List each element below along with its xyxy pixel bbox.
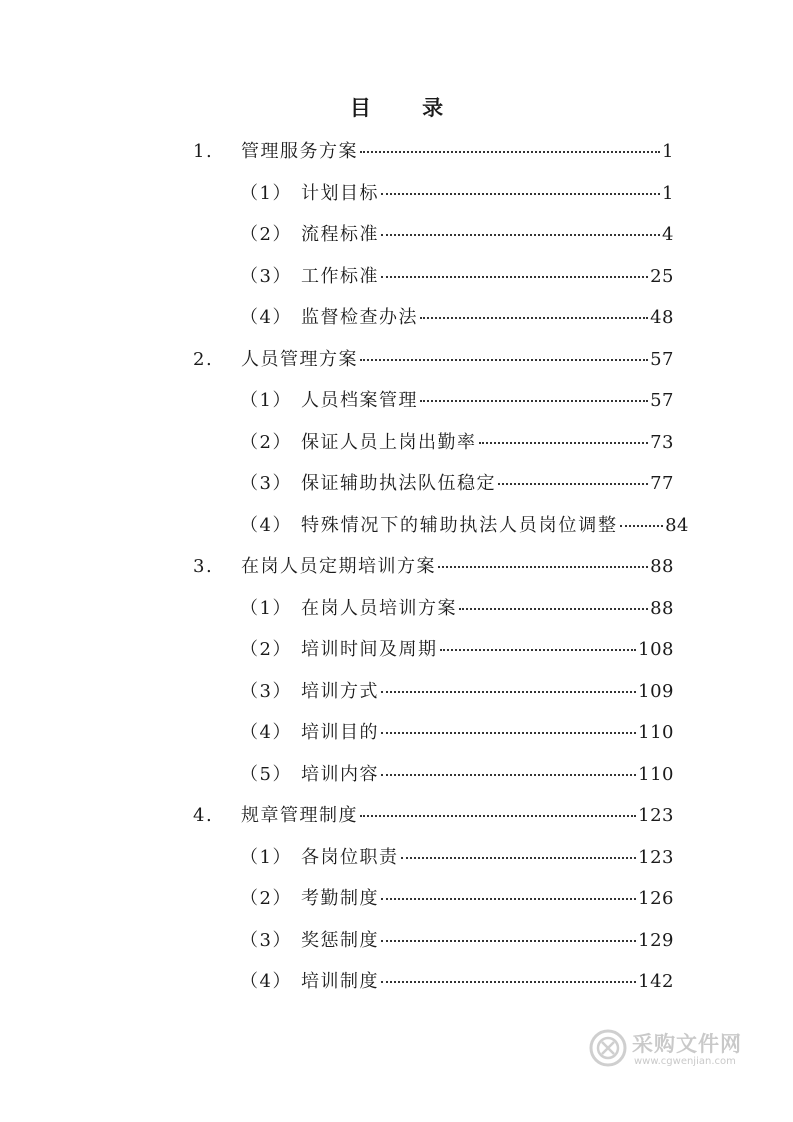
toc-entry-title: 监督检查办法 (301, 307, 418, 328)
toc-entry-title: 培训目的 (301, 722, 379, 743)
toc-entry-leader (360, 151, 660, 153)
toc-entry-title: 工作标准 (301, 265, 379, 287)
toc-entry-title: 规章管理制度 (241, 805, 358, 826)
toc-entry-leader (360, 359, 648, 361)
toc-entry-number: （2） (240, 639, 292, 660)
watermark-url: www.cgwenjian.com (634, 1056, 736, 1067)
toc-entry-number: （3） (240, 473, 292, 494)
toc-entry-line (301, 755, 674, 795)
toc-entry-line (301, 713, 674, 753)
toc-entry-title: 保证人员上岗出勤率 (301, 431, 477, 453)
toc-entry-leader (381, 193, 660, 195)
toc-entry-leader (381, 774, 636, 776)
toc-entry-leader (479, 442, 649, 444)
toc-entry-number: （2） (240, 224, 292, 245)
toc-entry-line (301, 589, 674, 629)
toc-entry-title: 培训内容 (301, 763, 379, 785)
toc-entry-title: 在岗人员培训方案 (301, 597, 457, 619)
toc-entry-number: （4） (240, 307, 292, 328)
toc-entry[interactable] (0, 630, 793, 670)
toc-entry-title: 特殊情况下的辅助执法人员岗位调整 (301, 514, 618, 536)
toc-entry-page: 110 (638, 722, 674, 743)
toc-entry-line (241, 340, 674, 380)
toc-entry-number: （4） (240, 722, 292, 743)
toc-entry-line (301, 174, 674, 214)
toc-entry-page: 48 (650, 307, 674, 328)
toc-entry[interactable] (0, 174, 793, 214)
toc-entry[interactable] (0, 879, 793, 919)
watermark-logo-icon (588, 1028, 628, 1068)
toc-entry-line (301, 423, 674, 463)
toc-entry-page: 57 (650, 390, 674, 411)
toc-entry-line (301, 962, 674, 1002)
toc-entry-number: （2） (240, 888, 292, 909)
toc-entry-leader (498, 483, 648, 485)
toc-entry-line (301, 506, 689, 546)
toc-entry[interactable] (0, 796, 793, 836)
toc-entry-number: 2. (193, 348, 214, 370)
toc-entry[interactable] (0, 215, 793, 255)
toc-entry-page: 4 (662, 224, 674, 245)
toc-entry-page: 129 (638, 929, 674, 951)
toc-entry-page: 109 (638, 680, 674, 702)
toc-entry-title: 在岗人员定期培训方案 (241, 556, 436, 577)
toc-entry-page: 57 (650, 348, 674, 370)
toc-entry-line (301, 381, 674, 421)
toc-entry[interactable] (0, 755, 793, 795)
toc-entry-leader (420, 400, 648, 402)
toc-entry-leader (438, 566, 648, 568)
toc-entry[interactable] (0, 713, 793, 753)
toc-entry-leader (381, 691, 636, 693)
toc-entry-title: 保证辅助执法队伍稳定 (301, 473, 496, 494)
toc-entry[interactable] (0, 381, 793, 421)
toc-entry-number: （3） (240, 929, 292, 951)
toc-entry[interactable] (0, 506, 793, 546)
toc-entry-number: （1） (240, 846, 292, 868)
toc-entry-number: （1） (240, 597, 292, 619)
toc-entry[interactable] (0, 921, 793, 961)
toc-entry-title: 管理服务方案 (241, 141, 358, 162)
toc-entry-page: 25 (650, 265, 674, 287)
toc-entry-leader (459, 608, 648, 610)
toc-entry-line (301, 921, 674, 961)
toc-entry-title: 奖惩制度 (301, 929, 379, 951)
toc-entry-page: 142 (638, 971, 674, 992)
toc-entry[interactable] (0, 132, 793, 172)
toc-entry-number: （2） (240, 431, 292, 453)
toc-entry-page: 88 (650, 556, 674, 577)
toc-entry-leader (381, 898, 636, 900)
toc-title: 目 录 (349, 96, 466, 120)
toc-entry-title: 培训制度 (301, 971, 379, 992)
toc-entry-leader (381, 732, 636, 734)
toc-entry-leader (620, 525, 663, 527)
toc-entry-title: 各岗位职责 (301, 846, 399, 868)
toc-entry-number: （4） (240, 971, 292, 992)
toc-entry-leader (420, 317, 648, 319)
toc-entry-line (301, 879, 674, 919)
toc-entry-page: 110 (638, 763, 674, 785)
toc-entry-page: 108 (638, 639, 674, 660)
toc-entry-leader (381, 940, 636, 942)
toc-entry[interactable] (0, 589, 793, 629)
toc-entry-line (301, 257, 674, 297)
toc-entry-title: 培训方式 (301, 680, 379, 702)
toc-entry-line (241, 796, 674, 836)
toc-entry-page: 73 (650, 431, 674, 453)
toc-entry-line (301, 464, 674, 504)
toc-entry-title: 人员档案管理 (301, 390, 418, 411)
toc-entry[interactable] (0, 340, 793, 380)
toc-entry-number: 1. (193, 141, 214, 162)
toc-entry-page: 1 (662, 182, 674, 204)
toc-entry-page: 123 (638, 846, 674, 868)
toc-entry-number: （3） (240, 680, 292, 702)
toc-entry-leader (381, 276, 648, 278)
toc-entry-leader (440, 649, 637, 651)
toc-entry[interactable] (0, 423, 793, 463)
toc-entry-number: （1） (240, 182, 292, 204)
toc-entry-number: （4） (240, 514, 292, 536)
toc-entry-title: 考勤制度 (301, 888, 379, 909)
toc-entry[interactable] (0, 298, 793, 338)
toc-entry-leader (401, 857, 637, 859)
toc-entry-line (241, 132, 674, 172)
watermark (588, 1024, 748, 1074)
toc-entry-number: （1） (240, 390, 292, 411)
toc-entry[interactable] (0, 838, 793, 878)
toc-entry-page: 84 (665, 514, 689, 536)
toc-entry-page: 123 (638, 805, 674, 826)
toc-entry-page: 1 (662, 141, 674, 162)
toc-entry-leader (360, 815, 636, 817)
toc-entry-line (241, 547, 674, 587)
toc-entry-line (301, 298, 674, 338)
toc-entry-page: 88 (650, 597, 674, 619)
toc-entry-number: 3. (193, 556, 214, 577)
toc-entry[interactable] (0, 464, 793, 504)
toc-entry-title: 计划目标 (301, 182, 379, 204)
toc-entry-number: （3） (240, 265, 292, 287)
toc-entry-line (301, 672, 674, 712)
toc-entry[interactable] (0, 547, 793, 587)
toc-entry-page: 77 (650, 473, 674, 494)
toc-entry-line (301, 838, 674, 878)
toc-entry-number: （5） (240, 763, 292, 785)
toc-entry[interactable] (0, 962, 793, 1002)
toc-entry-leader (381, 981, 636, 983)
toc-entry-page: 126 (638, 888, 674, 909)
toc-entry-leader (381, 234, 660, 236)
toc-entry-title: 培训时间及周期 (301, 639, 438, 660)
toc-entry-title: 流程标准 (301, 224, 379, 245)
watermark-name: 采购文件网 (632, 1032, 742, 1056)
toc-entry[interactable] (0, 672, 793, 712)
toc-entry-number: 4. (193, 805, 214, 826)
toc-entry-line (301, 215, 674, 255)
toc-entry[interactable] (0, 257, 793, 297)
toc-entry-title: 人员管理方案 (241, 348, 358, 370)
toc-entry-line (301, 630, 674, 670)
